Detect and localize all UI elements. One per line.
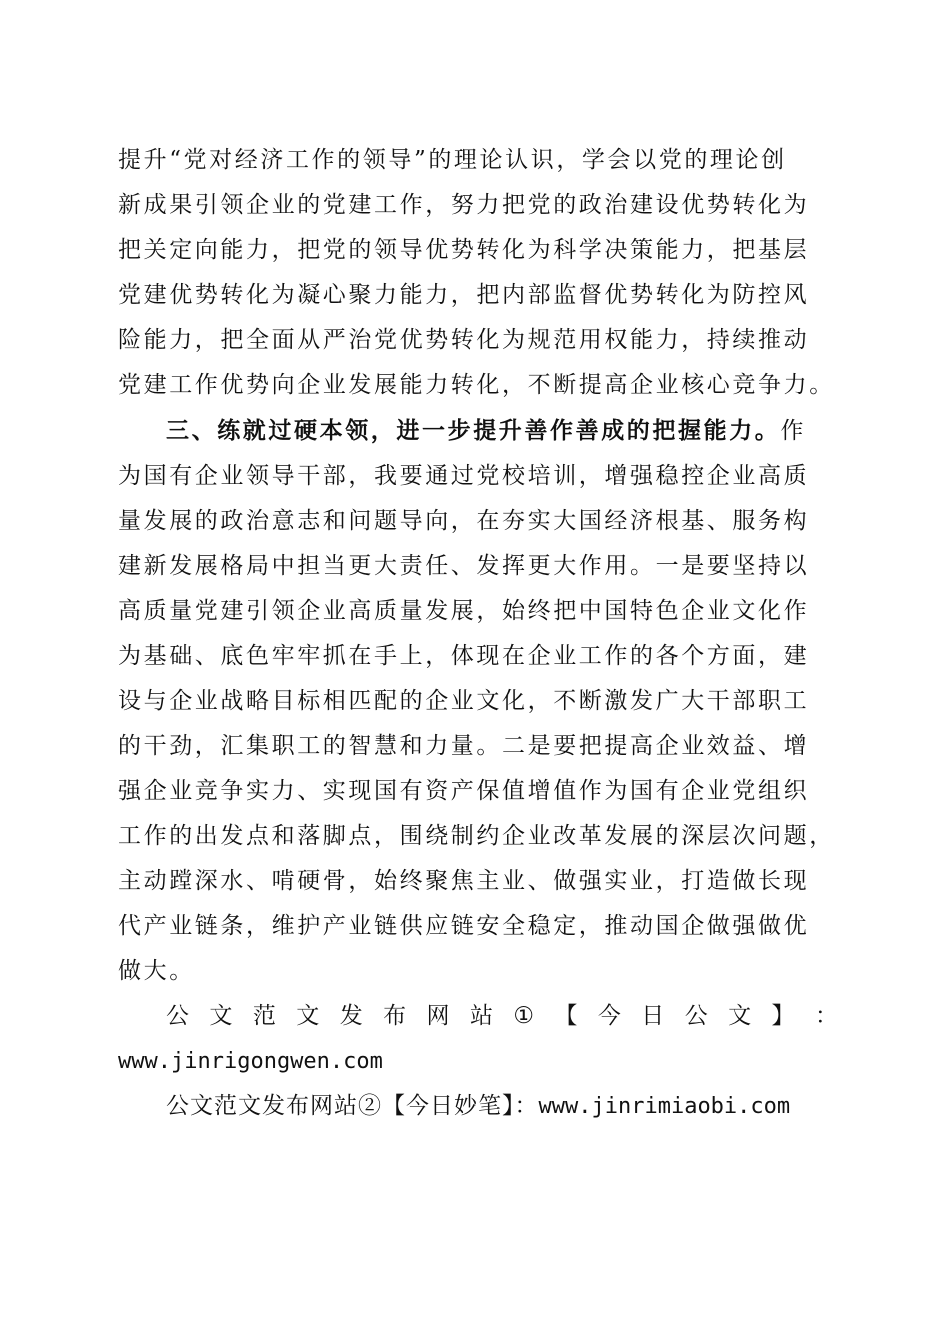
site1-char: 公 <box>684 1003 708 1029</box>
site1-char: ① <box>513 1003 534 1029</box>
site1-char: 公 <box>166 1003 189 1029</box>
text-line: 做大。 <box>118 958 195 984</box>
text-line: 强企业竞争实力、实现国有资产保值增值作为国有企业党组织 <box>118 778 810 804</box>
text-line: 工作的出发点和落脚点，围绕制约企业改革发展的深层次问题， <box>118 823 835 849</box>
text-line: 新成果引领企业的党建工作，努力把党的政治建设优势转化为 <box>118 192 810 218</box>
paragraph-1 <box>118 138 838 408</box>
site1-char: 文 <box>209 1003 233 1029</box>
site1-url-line <box>118 1039 838 1084</box>
site2-label: 公文范文发布网站②【今日妙笔】： <box>166 1093 539 1119</box>
site2-line <box>118 1084 838 1129</box>
text-line: 为国有企业领导干部，我要通过党校培训，增强稳控企业高质 <box>118 463 810 489</box>
text-line: 把关定向能力，把党的领导优势转化为科学决策能力，把基层 <box>118 237 810 263</box>
document-page <box>118 138 838 1129</box>
site1-char: 范 <box>252 1003 276 1029</box>
text-line: 量发展的政治意志和问题导向，在夯实大国经济根基、服务构 <box>118 508 810 534</box>
text-line: 建新发展格局中担当更大责任、发挥更大作用。一是要坚持以 <box>118 553 810 579</box>
text-line: 为基础、底色牢牢抓在手上，体现在企业工作的各个方面，建 <box>118 643 810 669</box>
site1-char: 】 <box>771 1003 795 1029</box>
site1-url[interactable]: www.jinrigongwen.com <box>118 1049 383 1074</box>
site1-char: ： <box>814 1003 838 1029</box>
site2-url[interactable]: www.jinrimiaobi.com <box>538 1094 791 1119</box>
site1-char: 【 <box>554 1003 578 1029</box>
text-line: 的干劲，汇集职工的智慧和力量。二是要把提高企业效益、增 <box>118 733 810 759</box>
text-line: 代产业链条，维护产业链供应链安全稳定，推动国企做强做优 <box>118 913 810 939</box>
text-line: 党建优势转化为凝心聚力能力，把内部监督优势转化为防控风 <box>118 282 810 308</box>
site1-char: 站 <box>469 1003 493 1029</box>
site1-label <box>118 994 838 1039</box>
paragraph-2 <box>118 408 838 994</box>
site1-char: 今 <box>597 1003 621 1029</box>
site1-char: 发 <box>339 1003 363 1029</box>
text-line: 主动蹚深水、啃硬骨，始终聚焦主业、做强实业，打造做长现 <box>118 868 810 894</box>
section-heading-line <box>118 408 838 454</box>
text-line: 险能力，把全面从严治党优势转化为规范用权能力，持续推动 <box>118 327 810 353</box>
site1-char: 布 <box>383 1003 407 1029</box>
text-fragment: 作 <box>780 418 807 444</box>
text-line: 高质量党建引领企业高质量发展，始终把中国特色企业文化作 <box>118 598 810 624</box>
section-heading: 三、练就过硬本领，进一步提升善作善成的把握能力。 <box>166 417 781 444</box>
site1-char: 日 <box>641 1003 665 1029</box>
site1-char: 文 <box>296 1003 320 1029</box>
text-line: 提升“党对经济工作的领导”的理论认识，学会以党的理论创 <box>118 147 787 173</box>
site1-char: 文 <box>728 1003 752 1029</box>
text-line: 设与企业战略目标相匹配的企业文化，不断激发广大干部职工 <box>118 688 810 714</box>
text-line: 党建工作优势向企业发展能力转化，不断提高企业核心竞争力。 <box>118 372 835 398</box>
footer-links <box>118 994 838 1129</box>
site1-char: 网 <box>426 1003 450 1029</box>
